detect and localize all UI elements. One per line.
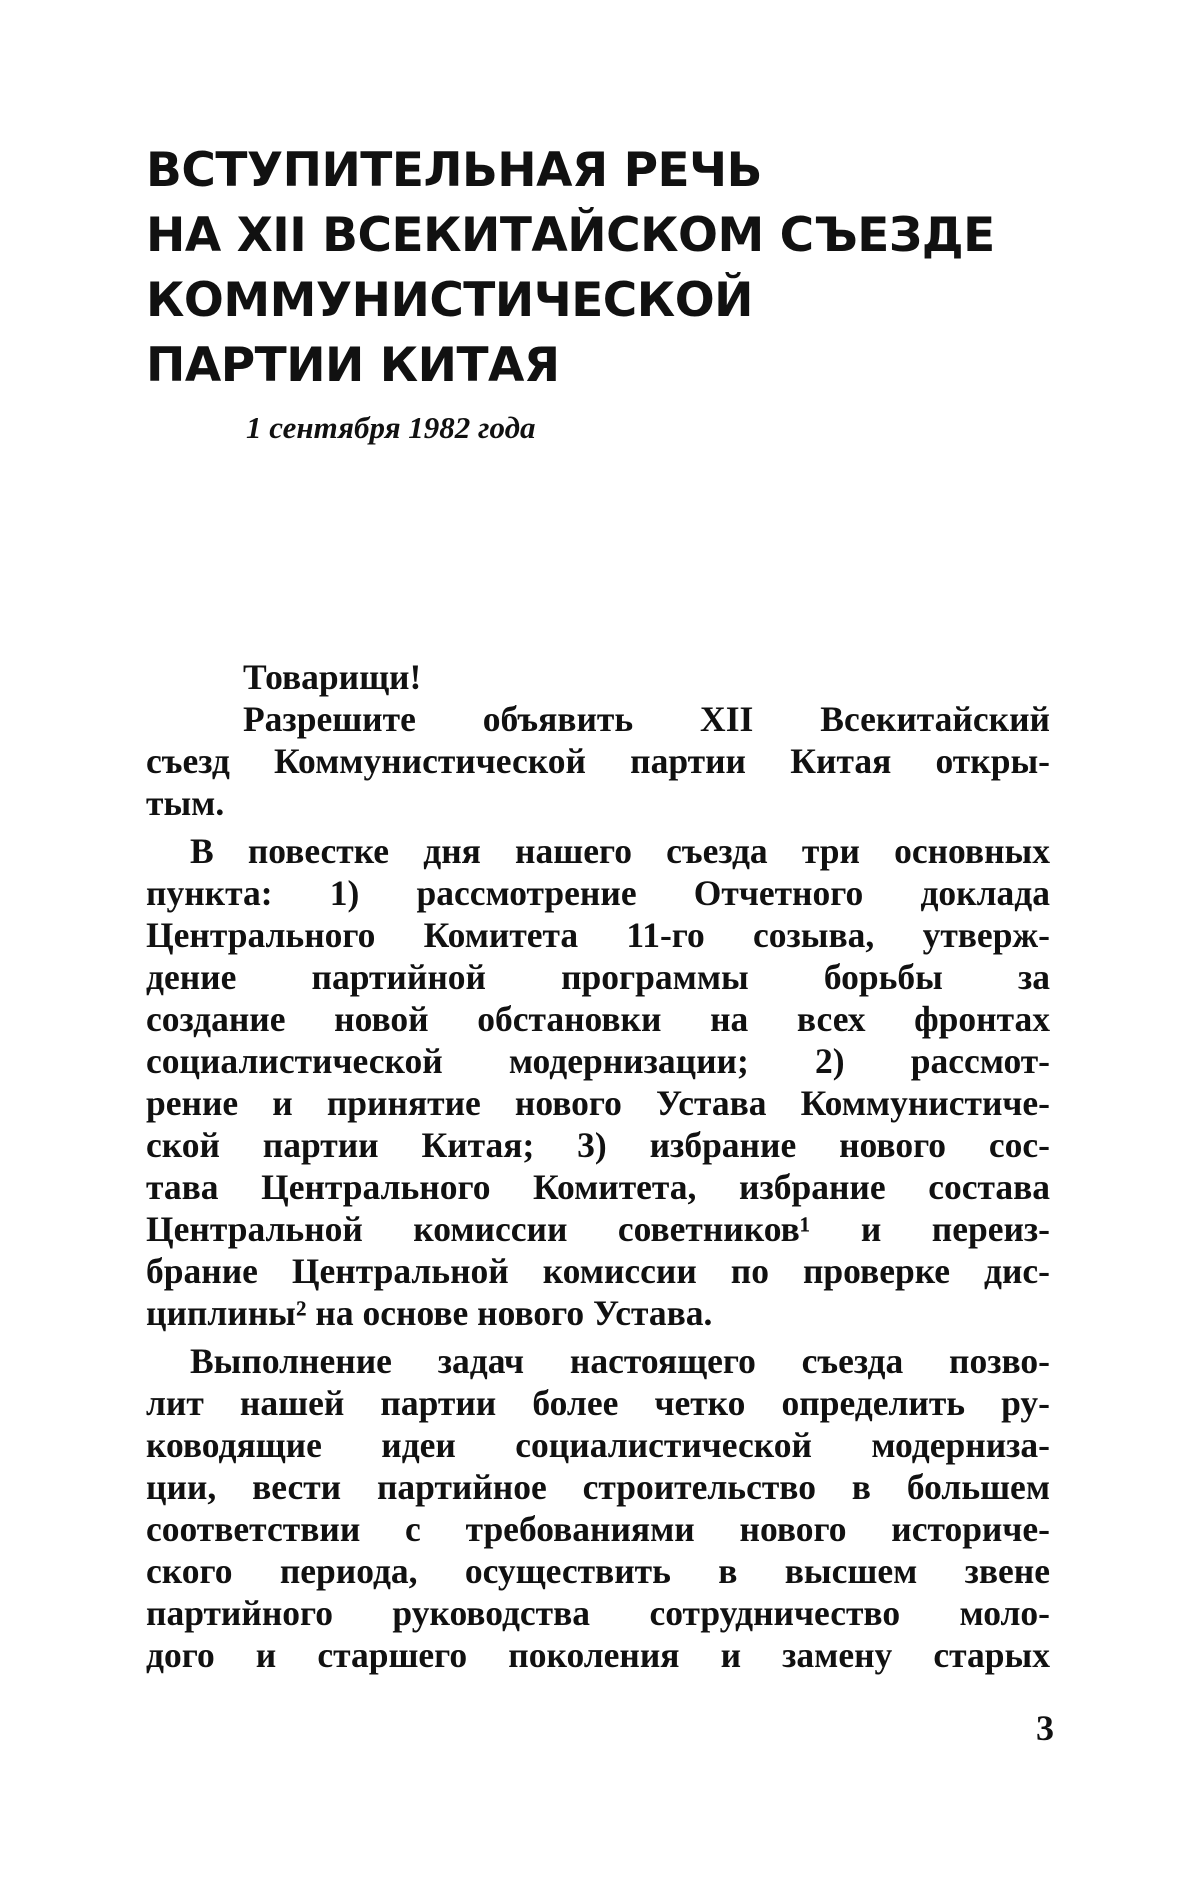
text-line: ского периода, осуществить в высшем звене [146,1551,1050,1591]
text-line: тым. [146,783,225,823]
text-line: тава Центрального Комитета, избрание состава [146,1167,1050,1207]
text-line: Центрального Комитета 11-го созыва, утверж- [146,915,1050,955]
title-line: НА XII ВСЕКИТАЙСКОМ СЪЕЗДЕ [146,208,995,263]
page-title [146,138,995,398]
text-line: Разрешите объявить XII Всекитайский [243,699,1050,739]
text-line: съезд Коммунистической партии Китая откры- [146,741,1050,781]
text-line: Центральной комиссии советников¹ и переиз- [146,1209,1050,1249]
text-line: дение партийной программы борьбы за [146,957,1050,997]
text-line: пункта: 1) рассмотрение Отчетного доклада [146,873,1050,913]
text-line: Выполнение задач настоящего съезда позво- [190,1341,1050,1381]
title-line: ПАРТИИ КИТАЯ [146,338,560,393]
text-line: создание новой обстановки на всех фронтах [146,999,1050,1039]
speech-date: 1 сентября 1982 года [246,410,536,445]
title-line: КОММУНИСТИЧЕСКОЙ [146,273,753,328]
text-line: Товарищи! [243,657,422,697]
text-line: соответствии с требованиями нового историче- [146,1509,1050,1549]
text-line: рение и принятие нового Устава Коммунистиче- [146,1083,1050,1123]
page-number: 3 [1036,1708,1054,1748]
text-line: ции, вести партийное строительство в большем [146,1467,1050,1507]
title-line: ВСТУПИТЕЛЬНАЯ РЕЧЬ [146,143,762,198]
text-line: социалистической модернизации; 2) рассмот- [146,1041,1050,1081]
text-line: дого и старшего поколения и замену старых [146,1635,1050,1675]
text-line: циплины² на основе нового Устава. [146,1293,713,1333]
text-line: ской партии Китая; 3) избрание нового сос- [146,1125,1050,1165]
text-line: В повестке дня нашего съезда три основных [190,831,1050,871]
text-line: партийного руководства сотрудничество моло- [146,1593,1050,1633]
text-line: ководящие идеи социалистической модерниза- [146,1425,1050,1465]
text-line: лит нашей партии более четко определить ру- [146,1383,1050,1423]
speech-text [146,656,1050,1676]
text-line: брание Центральной комиссии по проверке дис- [146,1251,1050,1291]
